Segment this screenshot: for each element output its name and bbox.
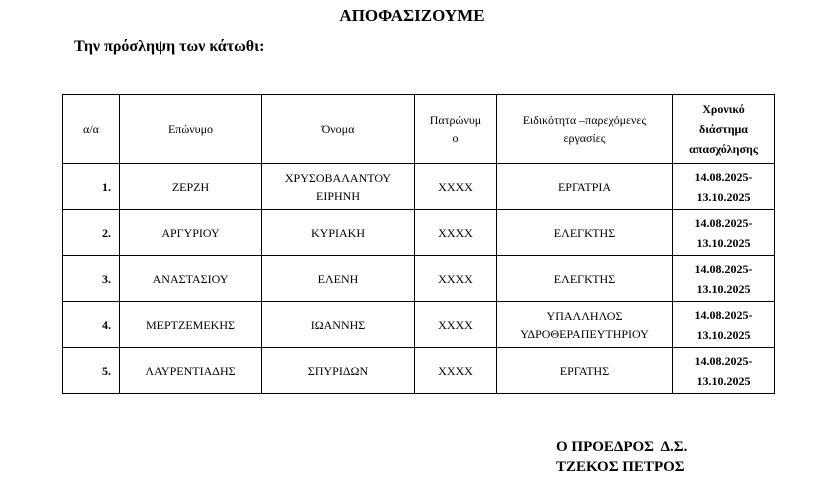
row-specialty: ΕΛΕΓΚΤΗΣ bbox=[497, 256, 673, 302]
row-surname: ΖΕΡΖΗ bbox=[120, 164, 262, 210]
row-surname: ΑΝΑΣΤΑΣΙΟΥ bbox=[120, 256, 262, 302]
table-row bbox=[63, 164, 775, 210]
signature-name: ΤΖΕΚΟΣ ΠΕΤΡΟΣ bbox=[556, 459, 685, 475]
row-aa: 3. bbox=[63, 256, 120, 302]
table-header-row bbox=[63, 95, 775, 164]
row-aa: 2. bbox=[63, 210, 120, 256]
row-specialty: ΕΡΓΑΤΗΣ bbox=[497, 348, 673, 394]
intro-text: Την πρόσληψη των κάτωθι: bbox=[74, 38, 265, 55]
table-row bbox=[63, 348, 775, 394]
header-name: Όνομα bbox=[262, 95, 415, 164]
row-name: ΚΥΡΙΑΚΗ bbox=[262, 210, 415, 256]
row-patronymic: ΧΧΧΧ bbox=[415, 348, 497, 394]
row-patronymic: ΧΧΧΧ bbox=[415, 164, 497, 210]
row-patronymic: ΧΧΧΧ bbox=[415, 256, 497, 302]
row-specialty: ΕΡΓΑΤΡΙΑ bbox=[497, 164, 673, 210]
row-specialty: ΕΛΕΓΚΤΗΣ bbox=[497, 210, 673, 256]
row-surname: ΜΕΡΤΖΕΜΕΚΗΣ bbox=[120, 302, 262, 348]
row-surname: ΑΡΓΥΡΙΟΥ bbox=[120, 210, 262, 256]
header-patronymic: Πατρώνυμ ο bbox=[415, 95, 497, 164]
table-row bbox=[63, 302, 775, 348]
row-period: 14.08.2025- 13.10.2025 bbox=[673, 210, 775, 256]
row-name: ΧΡΥΣΟΒΑΛΑΝΤΟΥ ΕΙΡΗΝΗ bbox=[262, 164, 415, 210]
row-name: ΕΛΕΝΗ bbox=[262, 256, 415, 302]
row-patronymic: ΧΧΧΧ bbox=[415, 302, 497, 348]
row-surname: ΛΑΥΡΕΝΤΙΑΔΗΣ bbox=[120, 348, 262, 394]
table-row bbox=[63, 210, 775, 256]
header-aa: α/α bbox=[63, 95, 120, 164]
row-aa: 1. bbox=[63, 164, 120, 210]
row-name: ΣΠΥΡΙΔΩΝ bbox=[262, 348, 415, 394]
signature-title: Ο ΠΡΟΕΔΡΟΣ Δ.Σ. bbox=[556, 439, 688, 455]
hires-table bbox=[62, 94, 775, 394]
row-period: 14.08.2025- 13.10.2025 bbox=[673, 256, 775, 302]
row-period: 14.08.2025- 13.10.2025 bbox=[673, 164, 775, 210]
row-period: 14.08.2025- 13.10.2025 bbox=[673, 302, 775, 348]
table-row bbox=[63, 256, 775, 302]
row-patronymic: ΧΧΧΧ bbox=[415, 210, 497, 256]
header-surname: Επώνυμο bbox=[120, 95, 262, 164]
row-specialty: ΥΠΑΛΛΗΛΟΣ ΥΔΡΟΘΕΡΑΠΕΥΤΗΡΙΟΥ bbox=[497, 302, 673, 348]
row-name: ΙΩΑΝΝΗΣ bbox=[262, 302, 415, 348]
document-heading: ΑΠΟΦΑΣΙΖΟΥΜΕ bbox=[339, 6, 485, 25]
header-specialty: Ειδικότητα –παρεχόμενες εργασίες bbox=[497, 95, 673, 164]
header-period: Χρονικό διάστημα απασχόλησης bbox=[673, 95, 775, 164]
signature-block bbox=[556, 437, 687, 477]
row-aa: 4. bbox=[63, 302, 120, 348]
row-period: 14.08.2025- 13.10.2025 bbox=[673, 348, 775, 394]
row-aa: 5. bbox=[63, 348, 120, 394]
